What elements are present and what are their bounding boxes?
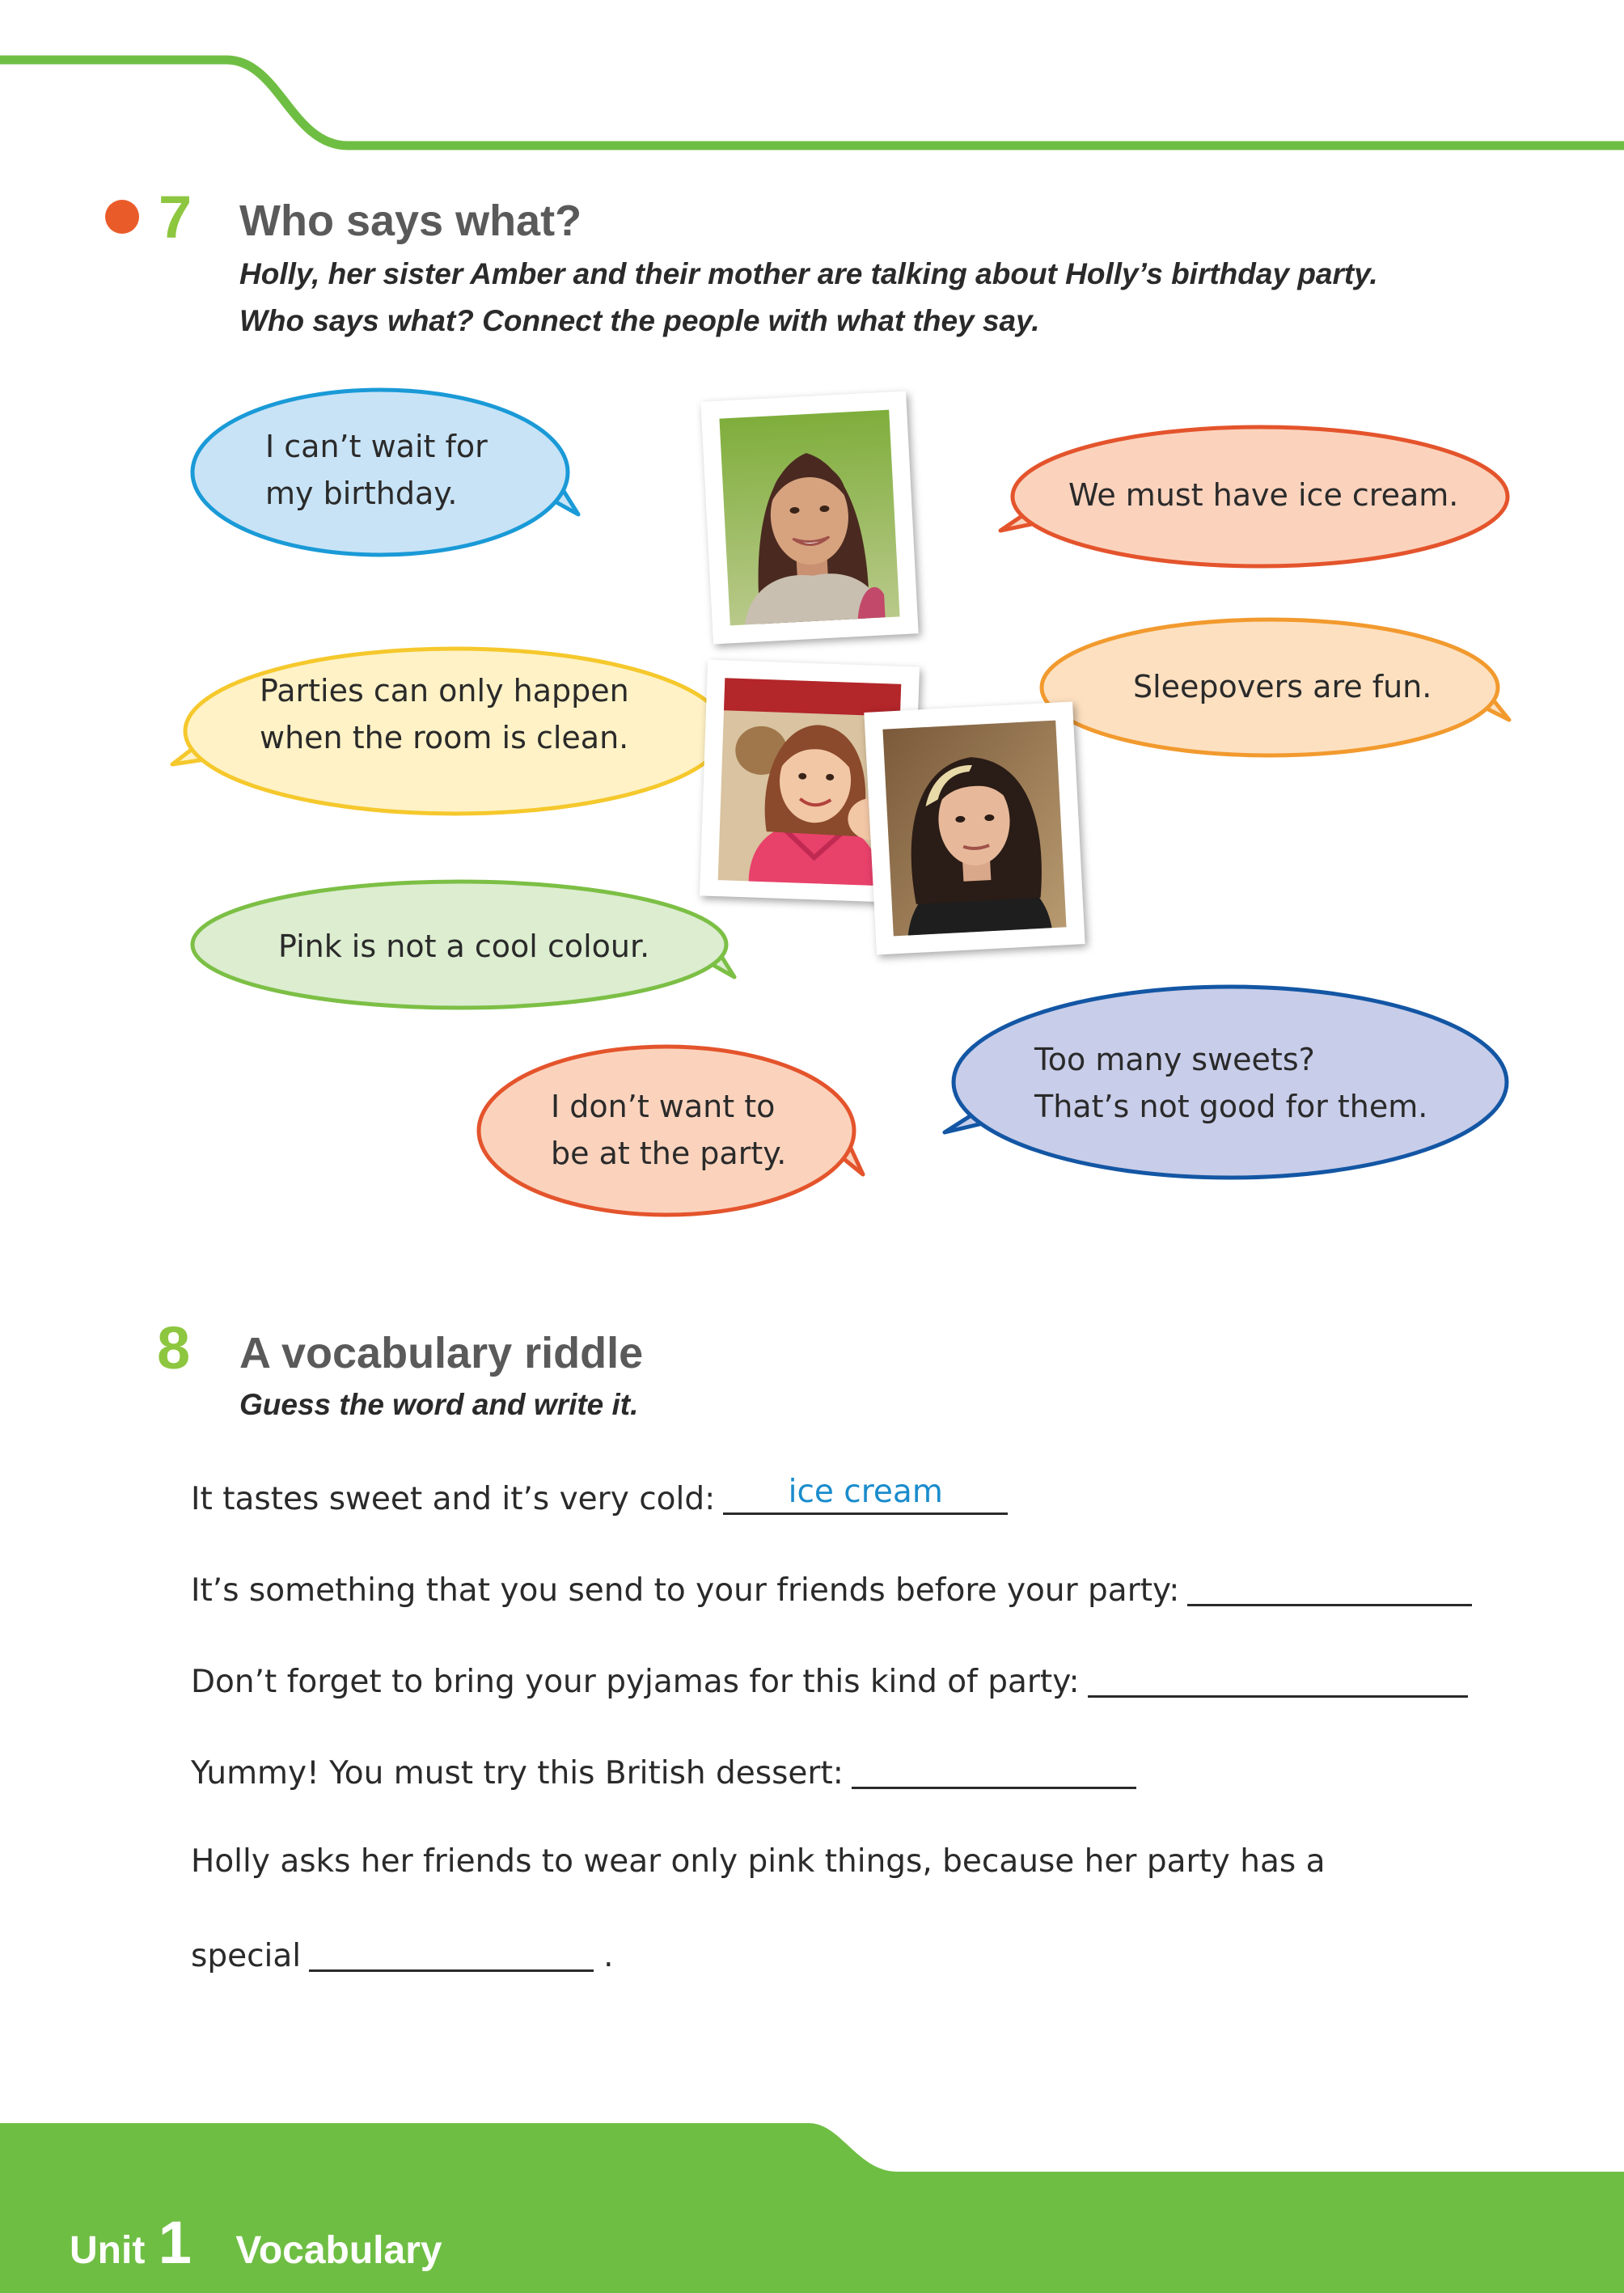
- answer-blank[interactable]: [1187, 1572, 1472, 1606]
- exercise-7-title: Who says what?: [239, 197, 582, 245]
- answer-blank[interactable]: [1088, 1663, 1468, 1698]
- bubble-party-text: I don’t want to be at the party.: [551, 1089, 787, 1171]
- instruction-line-1: Holly, her sister Amber and their mother are talking about Holly’s birthday party.: [239, 257, 1378, 290]
- riddle-text: It’s something that you send to your friends before your party:: [191, 1572, 1180, 1609]
- answer-blank[interactable]: [852, 1754, 1136, 1789]
- riddle-line-2: [191, 1572, 1472, 1609]
- footer-section: Vocabulary: [235, 2229, 442, 2272]
- bubble-sweets-text: Too many sweets? That’s not good for them.: [1034, 1042, 1428, 1124]
- riddle-line-6: [191, 1937, 614, 1972]
- riddle-text: It tastes sweet and it’s very cold:: [191, 1481, 716, 1517]
- bubble-icecream-text: We must have ice cream.: [1068, 477, 1459, 513]
- riddle-line-1: [191, 1474, 1008, 1517]
- exercise-8-number: 8: [157, 1314, 191, 1381]
- exercise-7-number: 7: [159, 184, 192, 251]
- exercise-8-instruction: Guess the word and write it.: [239, 1388, 639, 1421]
- bubble-pink-text: Pink is not a cool colour.: [278, 929, 650, 964]
- riddle-line-3: [191, 1663, 1468, 1698]
- riddle-suffix: .: [603, 1938, 614, 1974]
- bubble-room-text: Parties can only happen when the room is clean.: [260, 673, 629, 755]
- answer-text: ice cream: [788, 1474, 943, 1510]
- amber-photo: [864, 701, 1085, 954]
- riddle-text: Holly asks her friends to wear only pink things, because her party has a: [191, 1843, 1326, 1880]
- answer-blank[interactable]: [723, 1474, 1008, 1515]
- answer-blank[interactable]: [309, 1937, 594, 1972]
- exercise-8-title: A vocabulary riddle: [239, 1329, 644, 1377]
- bubble-sleepovers-text: Sleepovers are fun.: [1133, 669, 1432, 704]
- riddle-line-4: [191, 1754, 1136, 1792]
- riddle-text: special: [191, 1938, 302, 1974]
- mother-photo: [700, 391, 918, 645]
- footer-unit-label: Unit: [70, 2229, 146, 2272]
- instruction-line-2: Who says what? Connect the people with what they say.: [239, 304, 1040, 337]
- bubble-birthday-text: I can’t wait for my birthday.: [265, 429, 488, 511]
- riddle-line-5: [191, 1843, 1326, 1880]
- footer-unit: [70, 2208, 442, 2277]
- riddle-text: Don’t forget to bring your pyjamas for this kind of party:: [191, 1664, 1080, 1700]
- riddle-text: Yummy! You must try this British dessert:: [191, 1755, 844, 1792]
- footer-unit-number: 1: [158, 2209, 192, 2276]
